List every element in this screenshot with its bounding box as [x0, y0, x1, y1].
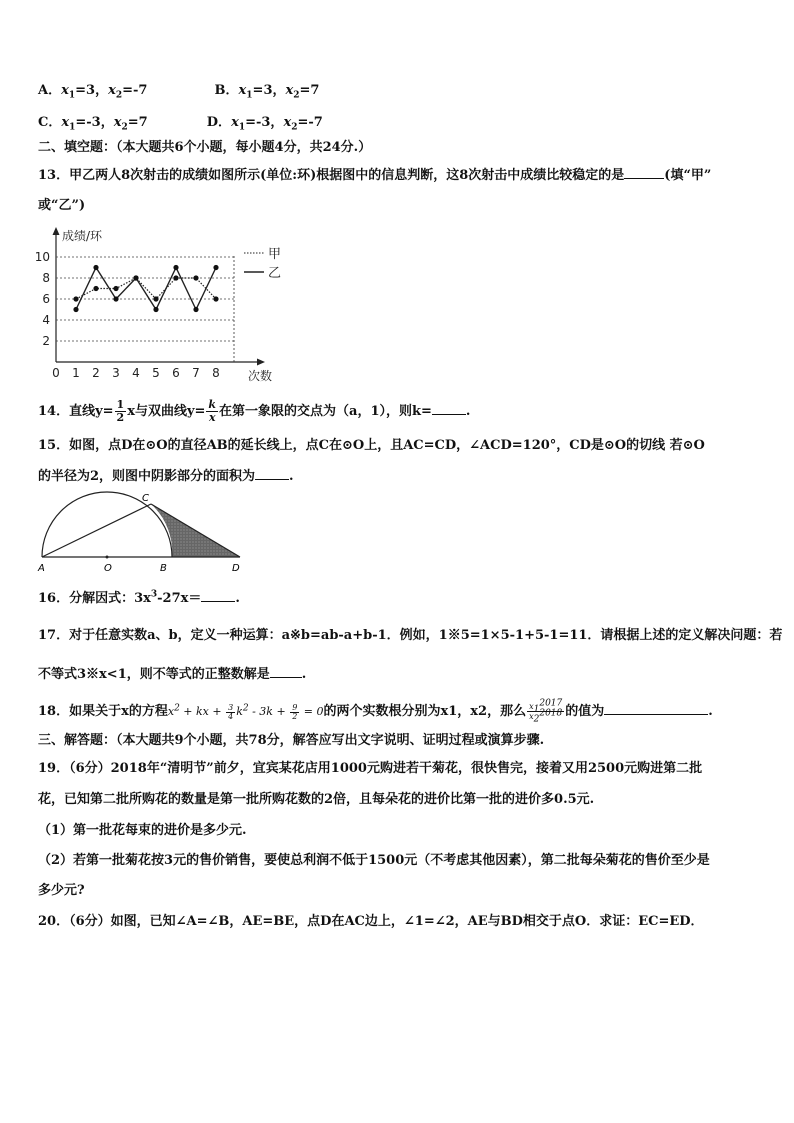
data-point-jia — [193, 275, 198, 280]
chart-legend — [244, 247, 281, 281]
label-o: O — [104, 563, 112, 574]
q18 — [38, 698, 713, 725]
label-b: B — [160, 563, 167, 574]
x-tick-label: 0 — [52, 366, 60, 380]
chart-x-axis-label: 次数 — [248, 369, 273, 383]
data-point-jia — [173, 275, 178, 280]
x-tick-label: 2 — [92, 366, 100, 380]
label-d: D — [232, 563, 240, 574]
chart-series — [73, 265, 218, 312]
option-a-label: A． — [38, 83, 62, 98]
data-point-yi — [133, 275, 138, 280]
answer-blank — [604, 702, 708, 715]
q13-line2: 或“乙”) — [38, 198, 86, 213]
data-point-yi — [73, 307, 78, 312]
q18-suffix: 的值为 — [565, 704, 605, 719]
q15-end: . — [289, 469, 294, 484]
center-o-point — [106, 556, 109, 559]
legend-label-jia: 甲 — [268, 247, 282, 262]
data-point-yi — [173, 265, 178, 270]
data-point-yi — [113, 296, 118, 301]
fraction-denominator: x — [208, 411, 216, 424]
q19-part1: （1）第一批花每束的进价是多少元. — [38, 823, 247, 838]
q14-mid: x与双曲线y= — [127, 404, 206, 419]
option-b-label: B． — [214, 83, 239, 98]
data-point-yi — [93, 265, 98, 270]
y-tick-label: 6 — [42, 292, 50, 306]
chart-x-ticks — [52, 366, 220, 380]
option-c-label: C． — [38, 115, 62, 130]
answer-blank — [270, 665, 302, 678]
q12-options-row1 — [38, 82, 319, 100]
y-tick-label: 8 — [42, 271, 50, 285]
data-point-yi — [153, 307, 158, 312]
option-d-label: D． — [206, 115, 232, 130]
q19-line1: 19．（6分）2018年“清明节”前夕，宜宾某花店用1000元购进若干菊花，很快售完，接着又用2500元购进第二批 — [38, 761, 703, 776]
q19-part2-line1: （2）若第一批菊花按3元的售价销售，要使总利润不低于1500元（不考虑其他因素），第二批每朵菊花的售价至少是 — [38, 853, 710, 868]
q14-end: . — [465, 404, 471, 419]
segment-ac — [42, 504, 151, 557]
option-b-text: $x_1=3$，$x_2=7$ — [238, 83, 320, 101]
y-tick-label: 2 — [42, 334, 50, 348]
q16-end: . — [235, 591, 240, 606]
x-tick-label: 4 — [132, 366, 140, 380]
option-a-text: $x_1=3$，$x_2=-7$ — [61, 83, 148, 101]
chart-axes — [53, 227, 266, 366]
option-c-text: $x_1=-3$，$x_2=7$ — [61, 115, 148, 133]
chart-y-axis-label: 成绩/环 — [62, 229, 103, 243]
fraction-k-over-x — [206, 399, 218, 424]
chart-gridlines — [56, 257, 234, 341]
data-point-jia — [73, 296, 78, 301]
y-tick-label: 4 — [42, 313, 50, 327]
answer-blank — [624, 166, 664, 179]
q17-text: 不等式3※x<1，则不等式的正整数解是 — [38, 667, 270, 682]
data-point-yi — [193, 307, 198, 312]
q13-text: 13．甲乙两人8次射击的成绩如图所示(单位:环)根据图中的信息判断，这8次射击中成绩比较稳定的是 — [38, 168, 625, 183]
data-point-jia — [213, 296, 218, 301]
data-point-jia — [153, 296, 158, 301]
q14-prefix: 14．直线y= — [38, 404, 114, 419]
q16 — [38, 589, 240, 608]
x-tick-label: 6 — [172, 366, 180, 380]
q15-line2 — [38, 467, 294, 486]
x-tick-label: 7 — [192, 366, 200, 380]
q18-end: . — [708, 704, 713, 719]
option-d-text: $x_1=-3$，$x_2=-7$ — [231, 115, 323, 133]
fraction-one-half — [115, 399, 127, 424]
q13-text-end: (填“甲” — [664, 168, 712, 183]
q12-options-row2 — [38, 114, 323, 132]
y-tick-label: 10 — [34, 250, 50, 264]
answer-blank — [255, 467, 289, 480]
fraction-numerator: 1 — [116, 398, 125, 411]
q18-mid: 的两个实数根分别为x1，x2，那么 — [323, 704, 527, 719]
q16-exponent: 3 — [150, 589, 158, 600]
x-tick-label: 8 — [212, 366, 220, 380]
q19-part2-line2: 多少元? — [38, 883, 85, 898]
x-tick-label: 3 — [112, 366, 120, 380]
answer-blank — [201, 589, 235, 602]
q17-end: . — [301, 667, 307, 682]
circle-tangent-figure — [36, 490, 251, 578]
x-tick-label: 5 — [152, 366, 160, 380]
q15-line1: 15．如图，点D在⊙O的直径AB的延长线上，点C在⊙O上，且AC=CD，∠ACD=120°，CD是⊙O的切线 若⊙O — [38, 438, 705, 453]
legend-label-yi: 乙 — [268, 266, 282, 281]
section-heading-solutions: 三、解答题：（本大题共9个小题，共78分，解答应写出文字说明、证明过程或演算步骤. — [38, 733, 545, 748]
q14 — [38, 399, 470, 424]
chart-y-ticks — [35, 250, 50, 348]
fraction-numerator: k — [208, 398, 217, 411]
q18-equation: $x^2$ + kx + $\frac{3}{4}$ $k^2 - 3k$ + $\frac{9}{2}$ = 0 — [167, 702, 324, 721]
shooting-score-chart — [34, 222, 294, 387]
q20: 20．（6分）如图，已知∠A=∠B，AE=BE，点D在AC边上，∠1=∠2，AE与BD相交于点O．求证：EC=ED． — [38, 914, 704, 929]
q16-prefix: 16．分解因式：3x — [38, 591, 151, 606]
section-heading-fill-in: 二、填空题：（本大题共6个小题，每小题4分，共24分.） — [38, 140, 372, 155]
q14-suffix: 在第一象限的交点为（a，1），则k= — [219, 404, 432, 419]
x-tick-label: 1 — [72, 366, 80, 380]
q16-mid: -27x＝ — [157, 591, 202, 606]
q13-line1 — [38, 166, 711, 185]
q17-line1: 17．对于任意实数a、b，定义一种运算：a※b=ab-a+b-1．例如，1※5=1×5-1+5-1=11．请根据上述的定义解决问题：若 — [38, 628, 783, 643]
data-point-jia — [113, 286, 118, 291]
data-point-yi — [213, 265, 218, 270]
label-a: A — [38, 563, 45, 574]
q17-line2 — [38, 665, 306, 684]
q18-ratio: $\frac{x_1^{2017}}{x_2^{2018}}$ — [529, 698, 563, 725]
q18-prefix: 18．如果关于x的方程 — [38, 704, 168, 719]
data-point-jia — [93, 286, 98, 291]
fraction-denominator: 2 — [116, 411, 125, 424]
q15-text: 的半径为2，则图中阴影部分的面积为 — [38, 469, 256, 484]
answer-blank — [432, 402, 466, 415]
q19-line2: 花，已知第二批所购花的数量是第一批所购花数的2倍，且每朵花的进价比第一批的进价多0.5元. — [38, 792, 595, 807]
label-c: C — [142, 493, 149, 504]
